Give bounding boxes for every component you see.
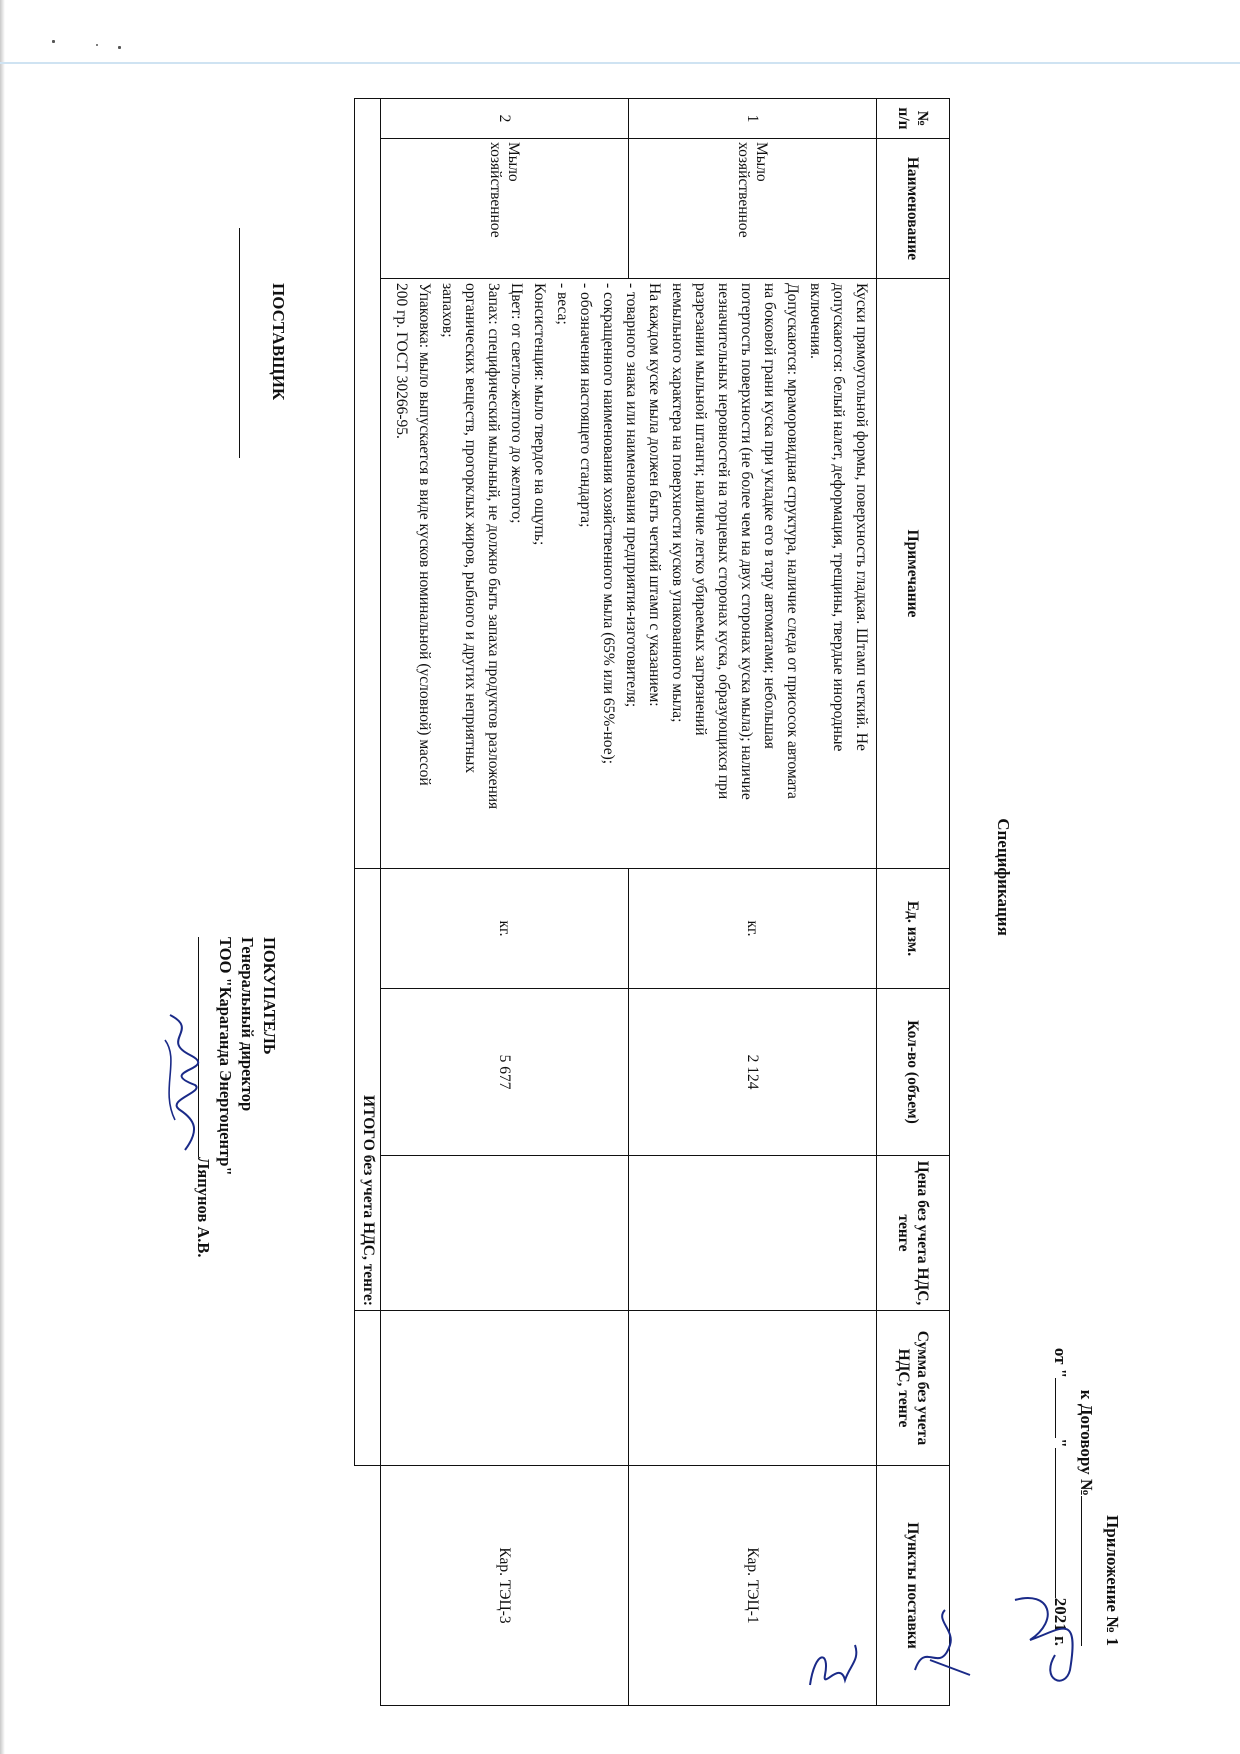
note-line: Цвет: от светло-желтого до желтого;	[508, 283, 525, 524]
note-line: Куски прямоугольной формы, поверхность гладкая. Штамп четкий. Не	[853, 283, 870, 751]
buyer-label: ПОКУПАТЕЛЬ	[260, 937, 279, 1055]
annex-title: Приложение № 1	[1103, 1515, 1122, 1646]
row-unit: кг.	[381, 869, 629, 989]
supplier-label: ПОСТАВЩИК	[269, 283, 288, 401]
row-note	[381, 279, 877, 869]
table-header-row	[877, 99, 950, 1706]
row-sum	[629, 1311, 877, 1466]
total-label: ИТОГО без учета НДС, тенге:	[355, 869, 381, 1311]
note-line: Консистенция: мыло твердое на ощупь;	[531, 283, 548, 546]
initials-mark	[800, 1630, 870, 1700]
note-line: Упаковка: мыло выпускается в виде кусков номинальной (условной) массой	[416, 283, 433, 786]
note-line: Запах: специфический мыльный, не должно быть запаха продуктов разложения	[485, 283, 502, 810]
buyer-company: ТОО "Караганда Энергоцентр"	[216, 937, 235, 1176]
row-delivery: Кар. ТЭЦ-1	[629, 1466, 877, 1706]
note-line: 200 гр. ГОСТ 30266-95.	[393, 283, 410, 439]
note-line: Допускаются: мраморовидная структура, наличие следа от присосок автомата	[784, 283, 801, 799]
row-qty: 5 677	[381, 989, 629, 1156]
header-no: № п/п	[877, 99, 950, 139]
header-unit: Ед. изм.	[877, 869, 950, 989]
note-line: незначительных неровностей на торцевых сторонах куска, образующихся при	[715, 283, 732, 800]
date-prefix: от "	[1051, 1347, 1070, 1379]
row-sum	[381, 1311, 629, 1466]
note-line: включения.	[807, 283, 824, 359]
note-line: немыльного характера на поверхности кусков упакованного мыла;	[669, 283, 686, 723]
note-line: - веса;	[554, 283, 571, 325]
buyer-signature	[150, 1010, 210, 1160]
header-name: Наименование	[877, 139, 950, 279]
buyer-signatory: Ляпунов А.В.	[194, 1157, 213, 1258]
header-delivery: Пункты поставки	[877, 1466, 950, 1706]
row-unit: кг.	[629, 869, 877, 989]
header-note: Примечание	[877, 279, 950, 869]
date-mid: "	[1051, 1438, 1070, 1448]
row-price	[629, 1156, 877, 1311]
note-line: - товарного знака или наименования предприятия-изготовителя;	[623, 283, 640, 708]
header-price: Цена без учета НДС, тенге	[877, 1156, 950, 1311]
row-qty: 2 124	[629, 989, 877, 1156]
note-line: - обозначения настоящего стандарта;	[577, 283, 594, 528]
total-row	[355, 99, 381, 1706]
header-sum: Сумма без учета НДС, тенге	[877, 1311, 950, 1466]
row-delivery: Кар. ТЭЦ-3	[381, 1466, 629, 1706]
document-title: Спецификация	[994, 818, 1013, 936]
header-qty: Кол-во (объем)	[877, 989, 950, 1156]
buyer-position: Генеральный директор	[238, 937, 257, 1112]
initials-mark	[1000, 1580, 1110, 1700]
row-name: Мыло хозяйственное	[381, 139, 629, 279]
note-line: органических веществ, прогорклых жиров, рыбного и других неприятных	[462, 283, 479, 774]
initials-mark	[900, 1600, 980, 1700]
row-no: 2	[381, 99, 629, 139]
date-year: 2021 г.	[1051, 1597, 1070, 1646]
annex-contract-label: к Договору №	[1077, 1389, 1096, 1496]
row-no: 1	[629, 99, 877, 139]
row-name: Мыло хозяйственное	[629, 139, 877, 279]
note-line: на боковой грани куска при укладке его в тару автоматами; небольшая	[761, 283, 778, 749]
note-line: допускаются: белый налет, деформация, трещины, твердые инородные	[830, 283, 847, 752]
table-row	[629, 99, 877, 1706]
supplier-sign-line	[239, 228, 240, 458]
note-line: разрезании мыльной штанги; наличие легко убираемых загрязнений	[692, 283, 709, 736]
note-line: потертость поверхности (не более чем на двух сторонах куска мыла); наличие	[738, 283, 755, 800]
note-line: На каждом куске мыла должен быть четкий штамп с указанием:	[646, 283, 663, 707]
specification-table	[354, 98, 950, 1706]
note-line: - сокращенного наименования хозяйственного мыла (65% или 65%-ное);	[600, 283, 617, 765]
total-value	[355, 1311, 381, 1466]
note-line: запахов;	[439, 283, 456, 338]
row-price	[381, 1156, 629, 1311]
